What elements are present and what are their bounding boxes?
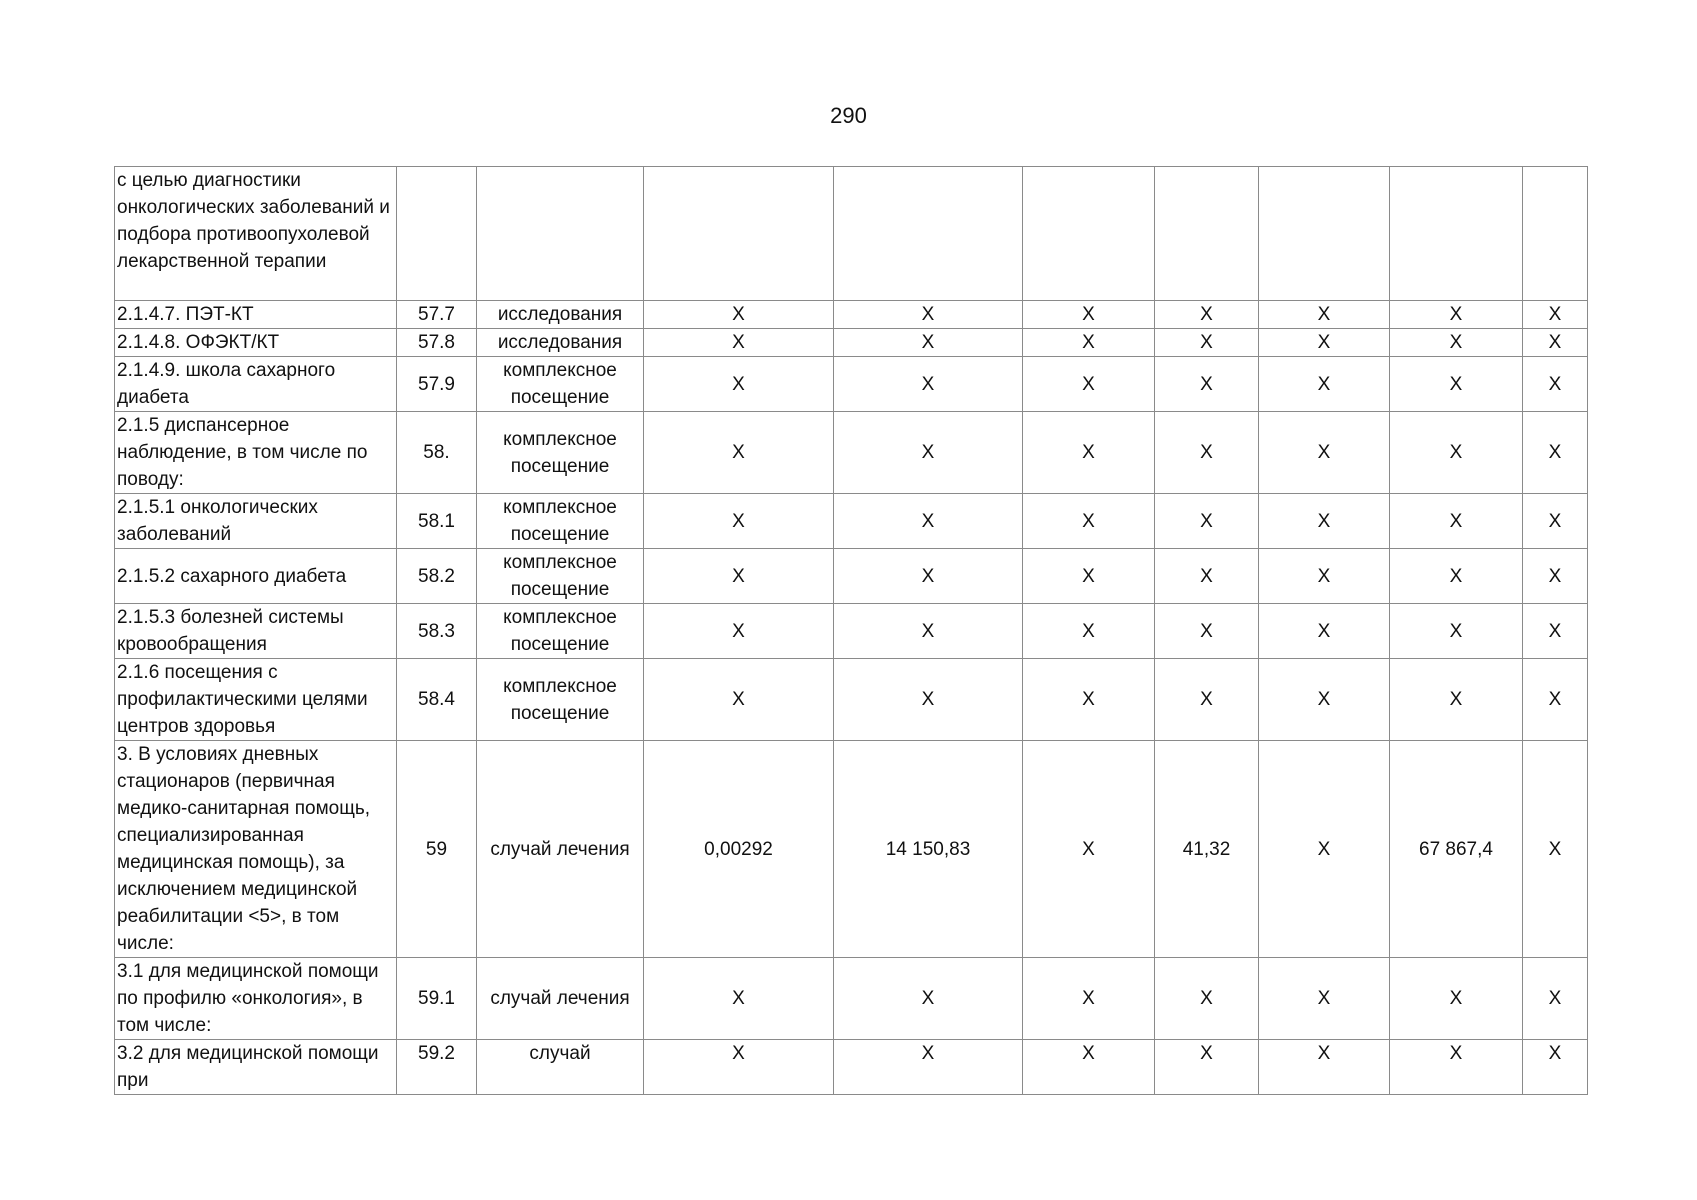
table-row	[115, 1040, 1588, 1095]
row-unit-cell: случай лечения	[477, 741, 644, 958]
table-row	[115, 659, 1588, 741]
row-name-cell: 2.1.5.1 онкологических заболеваний	[115, 494, 397, 549]
value-cell-6: X	[1390, 329, 1523, 357]
row-unit-cell: исследования	[477, 329, 644, 357]
value-cell-6: 67 867,4	[1390, 741, 1523, 958]
value-cell-2: X	[834, 301, 1023, 329]
value-cell-3: X	[1023, 329, 1155, 357]
value-cell-7: X	[1523, 357, 1588, 412]
value-cell-4: X	[1155, 604, 1259, 659]
value-cell-2: X	[834, 357, 1023, 412]
value-cell-3	[1023, 167, 1155, 301]
value-cell-4	[1155, 167, 1259, 301]
value-cell-2: X	[834, 494, 1023, 549]
row-code-cell: 59.2	[397, 1040, 477, 1095]
value-cell-6: X	[1390, 357, 1523, 412]
table-row	[115, 357, 1588, 412]
value-cell-2: X	[834, 1040, 1023, 1095]
value-cell-7: X	[1523, 494, 1588, 549]
value-cell-2: 14 150,83	[834, 741, 1023, 958]
value-cell-6: X	[1390, 604, 1523, 659]
value-cell-2: X	[834, 549, 1023, 604]
row-unit-cell: случай	[477, 1040, 644, 1095]
value-cell-4: X	[1155, 549, 1259, 604]
value-cell-2: X	[834, 659, 1023, 741]
row-name-cell: 3.1 для медицинской помощи по профилю «онкология», в том числе:	[115, 958, 397, 1040]
row-unit-cell: комплексное посещение	[477, 412, 644, 494]
row-code-cell: 57.9	[397, 357, 477, 412]
value-cell-5: X	[1259, 604, 1390, 659]
row-unit-cell: комплексное посещение	[477, 659, 644, 741]
value-cell-2	[834, 167, 1023, 301]
value-cell-5: X	[1259, 1040, 1390, 1095]
row-name-cell: 2.1.5.2 сахарного диабета	[115, 549, 397, 604]
page-number: 290	[830, 103, 867, 128]
row-name-cell: 3. В условиях дневных стационаров (первичная медико-санитарная помощь, специализированная медицинская помощь), за исключением медицинской реабилитации <5>, в том числе:	[115, 741, 397, 958]
row-code-cell: 58.3	[397, 604, 477, 659]
row-code-cell: 58.	[397, 412, 477, 494]
value-cell-3: X	[1023, 357, 1155, 412]
row-name-cell: 2.1.6 посещения с профилактическими целями центров здоровья	[115, 659, 397, 741]
value-cell-3: X	[1023, 741, 1155, 958]
row-unit-cell: комплексное посещение	[477, 494, 644, 549]
value-cell-3: X	[1023, 1040, 1155, 1095]
row-code-cell: 58.1	[397, 494, 477, 549]
value-cell-7	[1523, 167, 1588, 301]
value-cell-1: X	[644, 494, 834, 549]
value-cell-3: X	[1023, 958, 1155, 1040]
row-unit-cell: комплексное посещение	[477, 357, 644, 412]
table-row	[115, 329, 1588, 357]
value-cell-6: X	[1390, 659, 1523, 741]
value-cell-2: X	[834, 604, 1023, 659]
row-code-cell: 59	[397, 741, 477, 958]
data-table	[114, 166, 1588, 1095]
value-cell-6: X	[1390, 494, 1523, 549]
table-body	[115, 167, 1588, 1095]
value-cell-1: X	[644, 357, 834, 412]
table-row	[115, 549, 1588, 604]
value-cell-3: X	[1023, 301, 1155, 329]
value-cell-7: X	[1523, 958, 1588, 1040]
value-cell-6: X	[1390, 412, 1523, 494]
row-unit-cell: комплексное посещение	[477, 549, 644, 604]
table-row	[115, 494, 1588, 549]
value-cell-4: X	[1155, 494, 1259, 549]
value-cell-4: X	[1155, 329, 1259, 357]
table-row	[115, 604, 1588, 659]
table-row	[115, 412, 1588, 494]
value-cell-1: X	[644, 412, 834, 494]
row-name-cell: 2.1.4.8. ОФЭКТ/КТ	[115, 329, 397, 357]
value-cell-4: X	[1155, 1040, 1259, 1095]
value-cell-1: X	[644, 958, 834, 1040]
value-cell-5: X	[1259, 741, 1390, 958]
value-cell-5	[1259, 167, 1390, 301]
value-cell-7: X	[1523, 1040, 1588, 1095]
row-code-cell	[397, 167, 477, 301]
value-cell-4: X	[1155, 958, 1259, 1040]
value-cell-5: X	[1259, 549, 1390, 604]
value-cell-4: X	[1155, 659, 1259, 741]
row-name-cell: с целью диагностики онкологических заболеваний и подбора противоопухолевой лекарственной терапии	[115, 167, 397, 301]
table-row	[115, 301, 1588, 329]
value-cell-4: X	[1155, 412, 1259, 494]
value-cell-4: 41,32	[1155, 741, 1259, 958]
value-cell-7: X	[1523, 741, 1588, 958]
value-cell-4: X	[1155, 357, 1259, 412]
value-cell-4: X	[1155, 301, 1259, 329]
value-cell-6: X	[1390, 549, 1523, 604]
value-cell-1	[644, 167, 834, 301]
value-cell-7: X	[1523, 659, 1588, 741]
value-cell-5: X	[1259, 329, 1390, 357]
value-cell-3: X	[1023, 412, 1155, 494]
row-code-cell: 57.8	[397, 329, 477, 357]
row-unit-cell: комплексное посещение	[477, 604, 644, 659]
value-cell-3: X	[1023, 494, 1155, 549]
value-cell-2: X	[834, 958, 1023, 1040]
table-row	[115, 741, 1588, 958]
value-cell-6: X	[1390, 958, 1523, 1040]
row-code-cell: 57.7	[397, 301, 477, 329]
value-cell-7: X	[1523, 329, 1588, 357]
value-cell-6	[1390, 167, 1523, 301]
value-cell-1: X	[644, 1040, 834, 1095]
value-cell-5: X	[1259, 301, 1390, 329]
row-unit-cell: исследования	[477, 301, 644, 329]
value-cell-1: X	[644, 604, 834, 659]
row-name-cell: 2.1.4.9. школа сахарного диабета	[115, 357, 397, 412]
value-cell-6: X	[1390, 1040, 1523, 1095]
row-code-cell: 59.1	[397, 958, 477, 1040]
row-name-cell: 2.1.5 диспансерное наблюдение, в том числе по поводу:	[115, 412, 397, 494]
row-name-cell: 2.1.4.7. ПЭТ-КТ	[115, 301, 397, 329]
row-code-cell: 58.4	[397, 659, 477, 741]
value-cell-5: X	[1259, 659, 1390, 741]
value-cell-2: X	[834, 412, 1023, 494]
value-cell-1: 0,00292	[644, 741, 834, 958]
row-unit-cell	[477, 167, 644, 301]
value-cell-3: X	[1023, 659, 1155, 741]
row-name-cell: 3.2 для медицинской помощи при	[115, 1040, 397, 1095]
value-cell-5: X	[1259, 357, 1390, 412]
value-cell-7: X	[1523, 301, 1588, 329]
table-row	[115, 167, 1588, 301]
value-cell-1: X	[644, 329, 834, 357]
row-name-cell: 2.1.5.3 болезней системы кровообращения	[115, 604, 397, 659]
value-cell-7: X	[1523, 549, 1588, 604]
value-cell-7: X	[1523, 604, 1588, 659]
value-cell-1: X	[644, 301, 834, 329]
value-cell-7: X	[1523, 412, 1588, 494]
value-cell-1: X	[644, 659, 834, 741]
value-cell-3: X	[1023, 549, 1155, 604]
value-cell-5: X	[1259, 958, 1390, 1040]
value-cell-3: X	[1023, 604, 1155, 659]
value-cell-5: X	[1259, 412, 1390, 494]
table-row	[115, 958, 1588, 1040]
value-cell-1: X	[644, 549, 834, 604]
value-cell-2: X	[834, 329, 1023, 357]
value-cell-6: X	[1390, 301, 1523, 329]
row-code-cell: 58.2	[397, 549, 477, 604]
row-unit-cell: случай лечения	[477, 958, 644, 1040]
value-cell-5: X	[1259, 494, 1390, 549]
